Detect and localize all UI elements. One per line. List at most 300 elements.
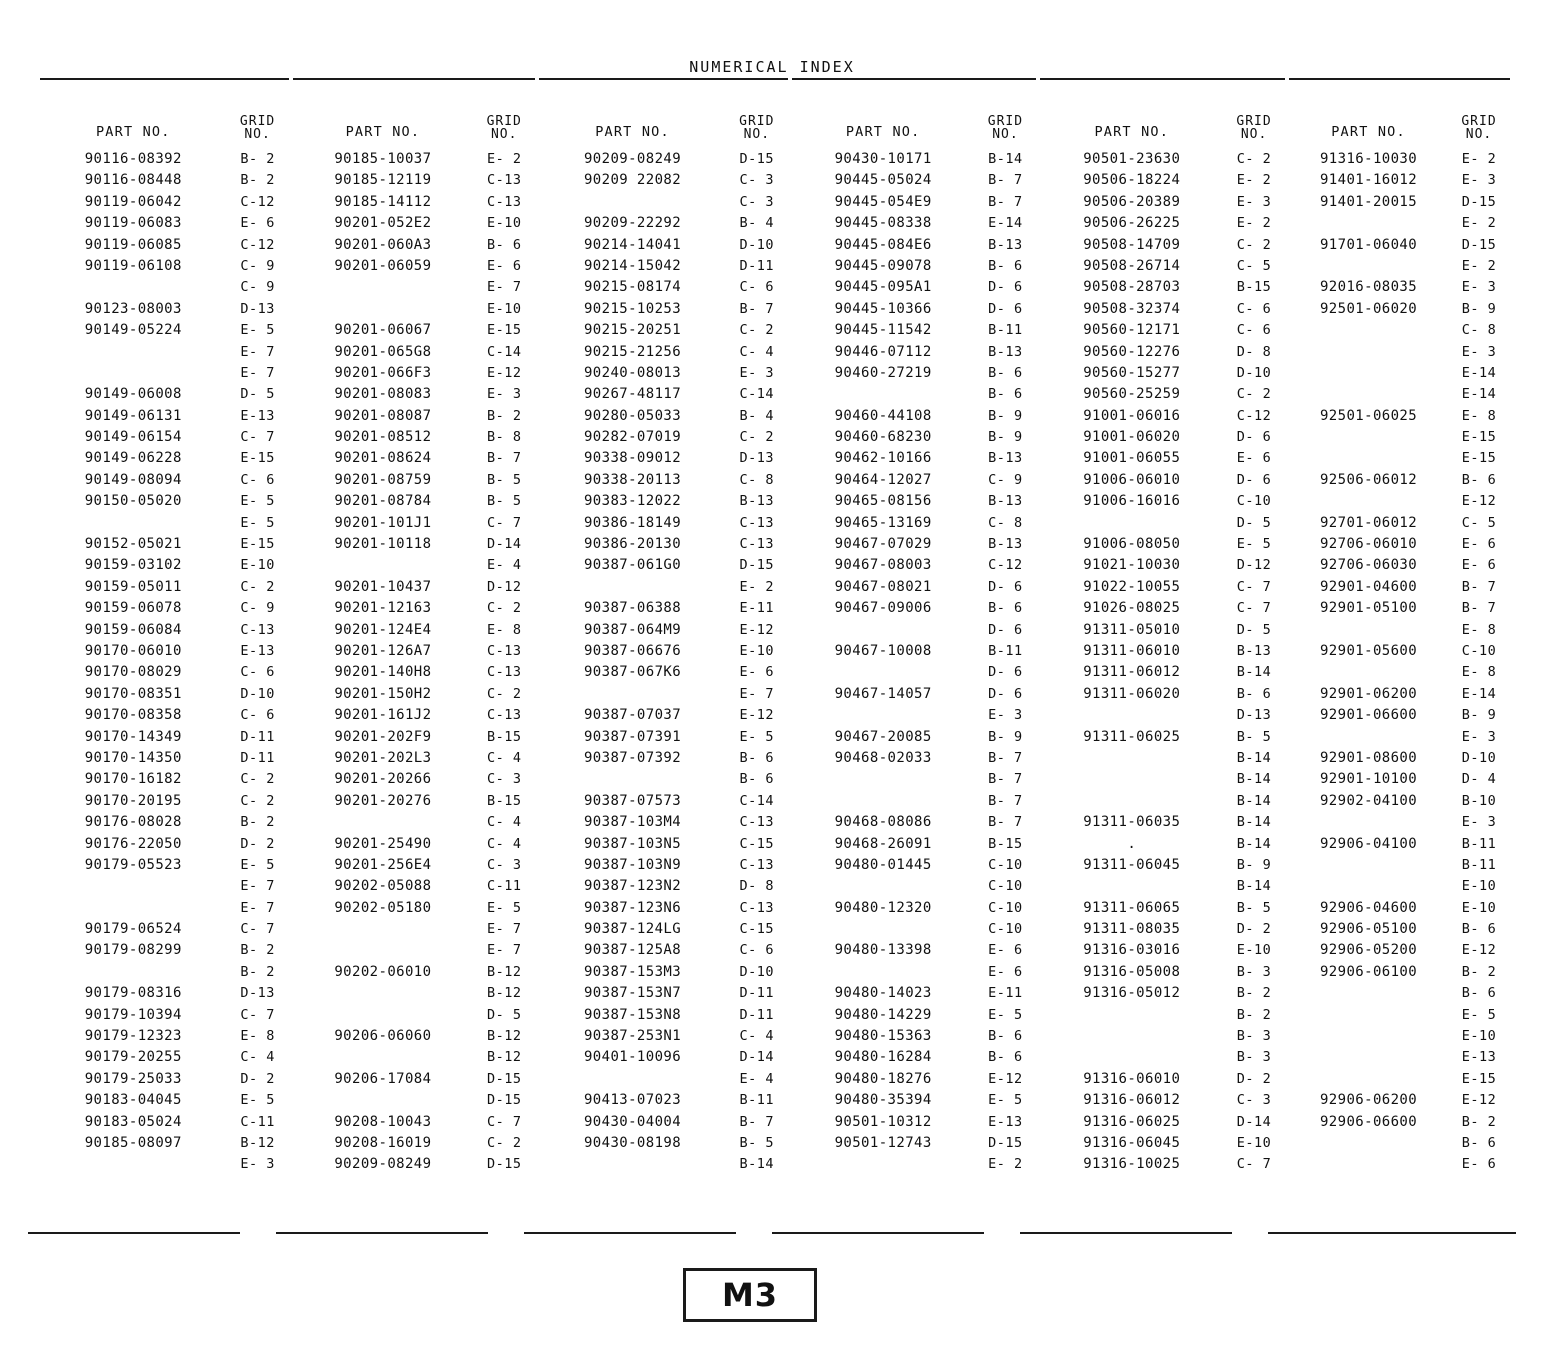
grid-number: E- 6 (988, 963, 1023, 980)
part-number: 90508-32374 (1083, 300, 1181, 317)
grid-number: D-10 (739, 236, 775, 253)
table-row (293, 470, 536, 491)
part-number: 90480-12320 (834, 899, 932, 916)
part-number: 92016-08035 (1319, 279, 1418, 296)
part-number (293, 983, 474, 1004)
table-row (293, 898, 536, 919)
table-row (40, 555, 289, 576)
grid-number: E- 6 (486, 257, 522, 274)
table-row (40, 213, 289, 234)
grid-number: C-13 (486, 193, 522, 210)
part-number: 92706-06010 (1319, 536, 1418, 553)
part-number: 91701-06040 (1319, 236, 1418, 253)
grid-number: B- 7 (739, 300, 775, 317)
grid-number: E-15 (240, 536, 275, 553)
part-number: 90170-14349 (84, 728, 182, 745)
part-number: 91311-05010 (1083, 621, 1181, 638)
table-row (792, 427, 1037, 448)
grid-number: B-15 (486, 792, 522, 809)
grid-number: C- 3 (739, 172, 775, 189)
part-number: 90468-02033 (834, 749, 932, 766)
part-number (792, 876, 975, 897)
part-number: 90201-12163 (334, 600, 432, 617)
table-row (792, 555, 1037, 576)
grid-number: C- 3 (486, 856, 522, 873)
grid-number: D-15 (486, 1156, 522, 1173)
table-row (293, 812, 536, 833)
table-row (1040, 192, 1285, 213)
part-number: 90159-06084 (84, 621, 182, 638)
table-row (1289, 662, 1510, 683)
part-number: 92901-08600 (1319, 749, 1418, 766)
grid-number: B-14 (1236, 749, 1272, 766)
part-number (40, 876, 227, 897)
table-row (1289, 1005, 1510, 1026)
part-number: 90170-14350 (84, 749, 182, 766)
table-row (1289, 769, 1510, 790)
part-number: 90467-09006 (834, 600, 932, 617)
grid-number: E- 5 (240, 1092, 275, 1109)
table-row (792, 620, 1037, 641)
column-header (1040, 78, 1285, 146)
column-body (1040, 146, 1285, 1176)
part-number (1289, 1154, 1448, 1175)
table-row (1040, 705, 1285, 726)
part-number: 90159-03102 (84, 557, 182, 574)
grid-number: C- 9 (988, 471, 1023, 488)
table-row (539, 299, 788, 320)
grid-number: C-15 (739, 835, 775, 852)
part-number: 90506-26225 (1083, 215, 1181, 232)
grid-number: E-14 (1461, 364, 1497, 381)
grid-no-header-line1: GRID (239, 113, 276, 129)
table-row (40, 342, 289, 363)
part-number (1289, 384, 1448, 405)
part-number: 90508-28703 (1083, 279, 1181, 296)
table-row (539, 748, 788, 769)
table-row (1040, 940, 1285, 961)
table-row (1040, 748, 1285, 769)
table-row (792, 962, 1037, 983)
part-number: 91006-08050 (1083, 536, 1181, 553)
grid-no-header-line1: GRID (739, 113, 775, 129)
grid-number: E- 3 (240, 1156, 275, 1173)
grid-no-header-line1: GRID (1461, 113, 1497, 129)
grid-number: E- 5 (240, 322, 275, 339)
part-number (1289, 620, 1448, 641)
part-number: 90179-06524 (84, 921, 182, 938)
grid-number: D- 8 (1236, 343, 1272, 360)
table-row (40, 149, 289, 170)
table-row (40, 705, 289, 726)
table-row (40, 662, 289, 683)
grid-number: B- 2 (240, 151, 275, 167)
grid-number: B- 9 (988, 728, 1023, 745)
table-row (539, 256, 788, 277)
part-number: 91311-06035 (1083, 814, 1181, 831)
part-number: 90468-08086 (834, 814, 932, 831)
grid-number: B-15 (988, 835, 1023, 852)
part-number: 90387-125A8 (583, 942, 682, 959)
table-row (293, 598, 536, 619)
part-number (1289, 983, 1448, 1004)
part-number: 91001-06055 (1083, 450, 1181, 467)
table-row (1289, 705, 1510, 726)
grid-number: E- 3 (1236, 193, 1272, 210)
table-row (293, 620, 536, 641)
grid-number: B-13 (739, 493, 775, 510)
part-number: 90387-06388 (583, 600, 682, 617)
grid-number: C- 4 (486, 814, 522, 831)
table-row (40, 299, 289, 320)
part-number (1040, 791, 1223, 812)
table-row (1289, 470, 1510, 491)
part-number: 91311-06012 (1083, 664, 1181, 681)
grid-number: C- 3 (486, 771, 522, 788)
part-number: 90282-07019 (583, 429, 682, 446)
part-number: 90386-20130 (583, 536, 682, 553)
grid-number: E- 5 (988, 1092, 1023, 1109)
part-number (1040, 876, 1223, 897)
part-number: 90206-17084 (334, 1070, 432, 1087)
grid-number: B- 6 (1461, 1134, 1497, 1151)
part-number: 90150-05020 (84, 493, 182, 510)
grid-number: B-11 (1461, 856, 1497, 873)
part-number: 91311-06025 (1083, 728, 1181, 745)
part-number: 90119-06108 (84, 257, 182, 274)
part-number: 90508-14709 (1083, 236, 1181, 253)
table-row (792, 983, 1037, 1004)
grid-number: C-14 (739, 386, 775, 403)
table-row (293, 235, 536, 256)
grid-number: C- 4 (739, 343, 775, 360)
part-number: 90202-05180 (334, 899, 432, 916)
table-row (1289, 855, 1510, 876)
table-row (40, 620, 289, 641)
part-number: 91401-16012 (1319, 172, 1418, 189)
grid-number: B-14 (1236, 792, 1272, 809)
part-number: 90214-14041 (583, 236, 682, 253)
grid-no-header-line2: NO. (992, 127, 1019, 143)
part-number: 91022-10055 (1083, 578, 1181, 595)
table-row (40, 598, 289, 619)
grid-number: E-13 (240, 407, 275, 424)
grid-number: D-15 (1461, 236, 1497, 253)
grid-number: E- 7 (240, 364, 275, 381)
part-number: 90460-27219 (834, 364, 932, 381)
grid-number: B- 7 (1461, 600, 1497, 617)
grid-number: B-12 (486, 985, 522, 1002)
part-number (40, 513, 227, 534)
grid-number: C- 4 (739, 1028, 775, 1045)
grid-number: B- 2 (486, 407, 522, 424)
part-number: 90445-095A1 (834, 279, 932, 296)
grid-no-header-line2: NO. (743, 127, 771, 143)
part-number (1040, 1005, 1223, 1026)
part-no-header: PART NO. (595, 124, 670, 140)
table-row (1040, 363, 1285, 384)
table-row (40, 684, 289, 705)
part-number: 92906-06200 (1319, 1092, 1418, 1109)
grid-number: E- 7 (486, 279, 522, 296)
grid-number: C-14 (486, 343, 522, 360)
table-row (539, 448, 788, 469)
table-row (792, 213, 1037, 234)
part-number: 90387-06676 (583, 642, 682, 659)
part-number: 90467-14057 (834, 685, 932, 702)
grid-number: E- 3 (1461, 279, 1497, 296)
part-number: 90185-14112 (334, 193, 432, 210)
part-number: 90185-08097 (84, 1134, 182, 1151)
part-no-header: PART NO. (95, 124, 171, 140)
table-row (293, 641, 536, 662)
part-number (1040, 769, 1223, 790)
part-number (293, 277, 474, 298)
part-number: 90179-08299 (84, 942, 182, 959)
table-row (792, 1069, 1037, 1090)
part-number: 90467-07029 (834, 536, 932, 553)
part-number: 90209 22082 (583, 172, 682, 189)
part-number (293, 1090, 474, 1111)
table-row (293, 705, 536, 726)
part-number: 90467-20085 (834, 728, 932, 745)
part-number: 90201-065G8 (334, 343, 432, 360)
grid-number: D- 6 (1236, 471, 1272, 488)
grid-number: D-10 (240, 685, 275, 702)
table-row (293, 256, 536, 277)
grid-number: E- 5 (240, 514, 275, 531)
part-number: 90560-12276 (1083, 343, 1181, 360)
grid-number: E- 3 (486, 386, 522, 403)
part-number: 90383-12022 (583, 493, 682, 510)
table-row (792, 320, 1037, 341)
part-number: 91316-06012 (1083, 1092, 1181, 1109)
part-number (1040, 513, 1223, 534)
table-row (293, 491, 536, 512)
table-row (1289, 170, 1510, 191)
table-row (539, 277, 788, 298)
table-row (40, 577, 289, 598)
part-number (539, 192, 726, 213)
grid-number: B-12 (486, 1049, 522, 1066)
grid-number: D- 2 (1236, 921, 1272, 938)
grid-number: E-15 (1461, 1070, 1497, 1087)
table-row (792, 1112, 1037, 1133)
grid-number: E- 8 (1461, 664, 1497, 681)
grid-number: E- 7 (240, 343, 275, 360)
table-row (792, 277, 1037, 298)
part-number: 90119-06083 (84, 215, 182, 232)
table-row (40, 1090, 289, 1111)
table-row (293, 1005, 536, 1026)
table-row (539, 1005, 788, 1026)
table-row (539, 1133, 788, 1154)
table-row (539, 1112, 788, 1133)
grid-number: E- 3 (1461, 343, 1497, 360)
table-row (539, 1026, 788, 1047)
grid-number: E-15 (240, 450, 275, 467)
table-row (293, 277, 536, 298)
grid-number: C- 2 (739, 429, 775, 446)
part-number: 90201-08087 (334, 407, 432, 424)
table-row (1040, 448, 1285, 469)
grid-number: B- 6 (739, 749, 775, 766)
grid-number: C- 6 (240, 707, 275, 724)
table-row (293, 384, 536, 405)
part-number: 92501-06020 (1319, 300, 1418, 317)
table-row (1289, 834, 1510, 855)
grid-number: B- 9 (988, 429, 1023, 446)
grid-number: C-12 (240, 193, 275, 210)
table-row (40, 235, 289, 256)
table-row (40, 470, 289, 491)
table-row (293, 1133, 536, 1154)
grid-number: D-11 (240, 749, 275, 766)
table-row (40, 320, 289, 341)
column-header (1289, 78, 1510, 146)
part-number (539, 1154, 726, 1175)
part-number: 90176-08028 (84, 814, 182, 831)
part-number: 92906-06100 (1319, 963, 1418, 980)
part-number: 90387-07391 (583, 728, 682, 745)
grid-number: E-10 (1236, 1134, 1272, 1151)
grid-number: D- 4 (1461, 771, 1497, 788)
grid-number: C- 2 (486, 685, 522, 702)
grid-number: B-11 (1461, 835, 1497, 852)
grid-number: C-13 (739, 514, 775, 531)
part-number: 91401-20015 (1319, 193, 1418, 210)
grid-number: B- 3 (1236, 963, 1272, 980)
part-number: 90170-08029 (84, 664, 182, 681)
grid-number: B- 9 (1236, 856, 1272, 873)
grid-number: D-15 (486, 1092, 522, 1109)
part-number (40, 898, 227, 919)
part-number (1289, 1005, 1448, 1026)
part-number: 90116-08392 (84, 151, 182, 167)
table-row (1040, 727, 1285, 748)
table-row (1040, 662, 1285, 683)
grid-no-header-line2: NO. (1240, 127, 1268, 143)
table-row (539, 534, 788, 555)
table-row (539, 641, 788, 662)
table-row (1289, 491, 1510, 512)
part-number: 91021-10030 (1083, 557, 1181, 574)
grid-number: B- 2 (240, 942, 275, 959)
table-row (792, 491, 1037, 512)
part-number (40, 1154, 227, 1175)
grid-number: E- 5 (486, 899, 522, 916)
part-number: 90201-066F3 (334, 364, 432, 381)
part-number: 90387-124LG (583, 921, 682, 938)
grid-number: C- 3 (1236, 1092, 1272, 1109)
grid-number: E- 3 (1461, 172, 1497, 189)
part-number: 90387-103N5 (583, 835, 682, 852)
grid-number: E-13 (988, 1113, 1023, 1130)
grid-number: E-10 (1461, 899, 1497, 916)
table-row (1040, 1047, 1285, 1068)
column-body (293, 146, 536, 1176)
table-row (792, 1026, 1037, 1047)
table-row (293, 1069, 536, 1090)
table-row (293, 684, 536, 705)
grid-number: C-13 (739, 536, 775, 553)
grid-number: D-15 (739, 151, 775, 167)
grid-number: B-14 (1236, 771, 1272, 788)
grid-number: C- 7 (1236, 578, 1272, 595)
grid-number: E-10 (1236, 942, 1272, 959)
part-number: 91316-03016 (1083, 942, 1181, 959)
table-row (1040, 919, 1285, 940)
part-number (1289, 812, 1448, 833)
table-row (539, 983, 788, 1004)
table-row (1040, 534, 1285, 555)
part-number: 90480-15363 (834, 1028, 932, 1045)
table-row (40, 1069, 289, 1090)
table-row (1289, 277, 1510, 298)
part-number: 90508-26714 (1083, 257, 1181, 274)
table-row (293, 320, 536, 341)
part-number: 91001-06020 (1083, 429, 1181, 446)
part-number (1289, 1133, 1448, 1154)
table-row (293, 962, 536, 983)
table-row (40, 277, 289, 298)
grid-no-header-line1: GRID (1236, 113, 1272, 129)
table-row (539, 1090, 788, 1111)
part-number (1289, 1047, 1448, 1068)
part-number: 90387-153M3 (583, 963, 682, 980)
table-row (792, 898, 1037, 919)
part-number: 90387-123N2 (583, 878, 682, 895)
part-number (792, 384, 975, 405)
part-number: 90201-06059 (334, 257, 432, 274)
part-number: 90445-09078 (834, 257, 932, 274)
part-number: 90445-05024 (834, 172, 932, 189)
part-number: 90201-060A3 (334, 236, 432, 253)
part-number: 90206-06060 (334, 1028, 432, 1045)
table-row (1289, 192, 1510, 213)
grid-number: E-12 (739, 707, 775, 724)
table-row (1040, 513, 1285, 534)
table-row (40, 1133, 289, 1154)
part-number (792, 962, 975, 983)
table-row (1289, 149, 1510, 170)
table-row (40, 1154, 289, 1175)
grid-number: C-10 (988, 921, 1023, 938)
table-row (1040, 256, 1285, 277)
grid-number: B-11 (988, 322, 1023, 339)
table-row (539, 577, 788, 598)
table-row (792, 769, 1037, 790)
table-row (539, 213, 788, 234)
table-row (539, 384, 788, 405)
table-row (792, 299, 1037, 320)
table-row (293, 855, 536, 876)
part-number: 90183-04045 (84, 1092, 182, 1109)
table-row (1040, 876, 1285, 897)
grid-number: E-12 (486, 364, 522, 381)
table-row (293, 791, 536, 812)
grid-number: C- 5 (1236, 257, 1272, 274)
table-row (792, 448, 1037, 469)
grid-number: B- 6 (988, 257, 1023, 274)
grid-number: B-14 (988, 151, 1023, 167)
grid-number: E-10 (240, 557, 275, 574)
table-row (1289, 940, 1510, 961)
part-number: 90480-18276 (834, 1070, 932, 1087)
grid-number: B- 7 (739, 1113, 775, 1130)
table-row (40, 834, 289, 855)
grid-number: C-13 (486, 642, 522, 659)
